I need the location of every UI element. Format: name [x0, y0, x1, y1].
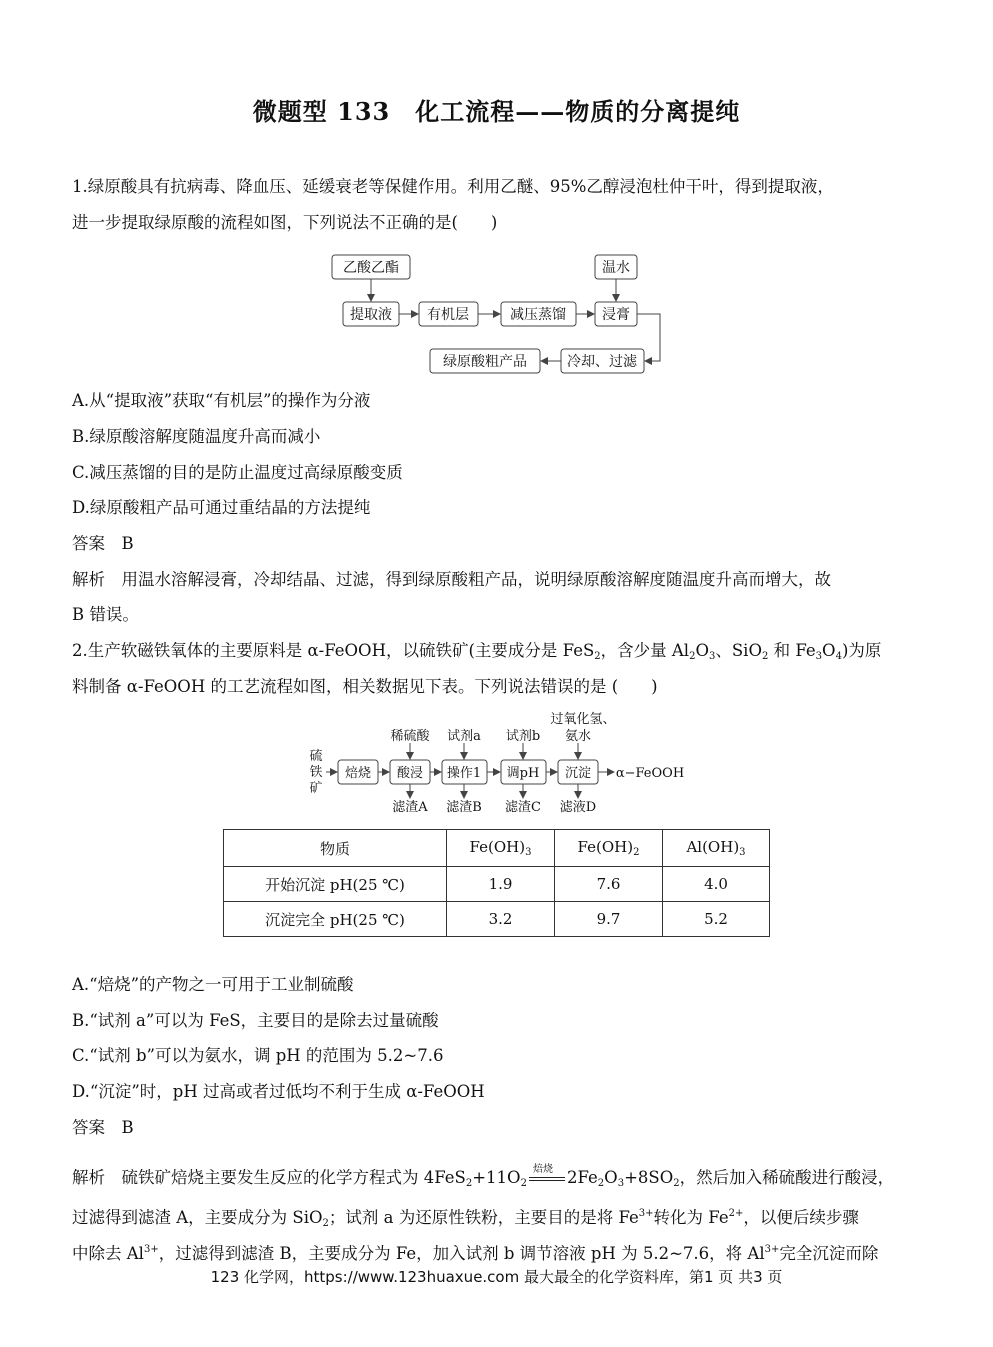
- flow-box-vacuum-distill: 减压蒸馏: [510, 307, 566, 323]
- flow-ore-char2: 铁: [309, 765, 323, 780]
- flow-step-acid-leach: 酸浸: [396, 766, 424, 781]
- table-cell: 沉淀完全 pH(25 ℃): [224, 902, 447, 937]
- flow-box-crude-product: 绿原酸粗产品: [443, 354, 527, 370]
- flow-box-warm-water: 温水: [602, 260, 630, 276]
- table-cell: 5.2: [663, 902, 770, 937]
- table-header-cell: 物质: [224, 830, 447, 867]
- q1-option-c: C.减压蒸馏的目的是防止温度过高绿原酸变质: [72, 463, 403, 482]
- flow-input-reagent-a: 试剂a: [447, 729, 481, 744]
- table-header-cell: $Fe(OH)_2$: [555, 830, 663, 867]
- ph-data-table: [223, 829, 770, 937]
- page-title: 微题型 133 化工流程——物质的分离提纯: [252, 97, 741, 126]
- q1-stem-line1: 1.绿原酸具有抗病毒、降血压、延缓衰老等保健作用。利用乙醚、95%乙醇浸泡杜仲干叶，得到提取液，: [72, 177, 834, 196]
- flow-step-precipitate: 沉淀: [564, 766, 592, 781]
- flow-input-ammonia: 氨水: [564, 729, 592, 744]
- q1-flowchart: [330, 250, 670, 375]
- q1-option-d: D.绿原酸粗产品可通过重结晶的方法提纯: [72, 498, 371, 517]
- table-cell: 7.6: [555, 867, 663, 902]
- flow-input-peroxide: 过氧化氢、: [550, 712, 616, 727]
- q2-option-a: A.“焙烧”的产物之一可用于工业制硫酸: [72, 975, 354, 994]
- q2-option-c: C.“试剂 b”可以为氨水，调 pH 的范围为 5.2~7.6: [72, 1046, 444, 1065]
- q2-analysis-line3: 中除去 $Al^{3+}$，过滤得到滤渣 B，主要成分为 Fe，加入试剂 b 调节溶液 pH 为 5.2~7.6，将 $Al^{3+}$完全沉淀而除: [72, 1244, 879, 1263]
- flow-input-reagent-b: 试剂b: [505, 729, 541, 744]
- flow-output-filtrate-d: 滤液D: [559, 800, 597, 815]
- flow-step-roast: 焙烧: [344, 766, 372, 781]
- flow-output-residue-c: 滤渣C: [505, 800, 541, 815]
- table-cell: 3.2: [447, 902, 555, 937]
- flow-box-organic-layer: 有机层: [427, 307, 469, 323]
- table-header-row: [224, 830, 770, 867]
- q2-stem-line1: 2.生产软磁铁氧体的主要原料是 α-FeOOH，以硫铁矿(主要成分是 FeS$_2$，含少量 $Al_2O_3$、SiO$_2$ 和 $Fe_3O_4$)为原: [72, 641, 882, 662]
- table-row: [224, 867, 770, 902]
- q1-option-a: A.从“提取液”获取“有机层”的操作为分液: [72, 391, 371, 410]
- flow-step-operation1: 操作1: [446, 766, 482, 781]
- q2-analysis-line2: 过滤得到滤渣 A，主要成分为 SiO$_2$；试剂 a 为还原性铁粉，主要目的是将 $Fe^{3+}$转化为 $Fe^{2+}$，以便后续步骤: [72, 1208, 859, 1229]
- flow-box-ethyl-acetate: 乙酸乙酯: [343, 260, 399, 276]
- q1-option-b: B.绿原酸溶解度随温度升高而减小: [72, 427, 321, 446]
- q2-answer: 答案 B: [72, 1118, 134, 1137]
- page-footer: 123 化学网，https://www.123huaxue.com 最大最全的化学资料库，第1 页 共3 页: [210, 1268, 783, 1286]
- q1-analysis-line1: 解析 用温水溶解浸膏，冷却结晶、过滤，得到绿原酸粗产品，说明绿原酸溶解度随温度升高而增大，故: [72, 570, 831, 589]
- reaction-condition: 焙烧: [532, 1163, 553, 1175]
- q1-stem-line2: 进一步提取绿原酸的流程如图，下列说法不正确的是( ): [72, 213, 498, 232]
- q2-option-d: D.“沉淀”时，pH 过高或者过低均不利于生成 α-FeOOH: [72, 1082, 485, 1101]
- q1-analysis-line2: B 错误。: [72, 605, 139, 624]
- q1-answer: 答案 B: [72, 534, 134, 553]
- table-cell: 开始沉淀 pH(25 ℃): [224, 867, 447, 902]
- flow-ore-char3: 矿: [309, 781, 323, 796]
- flow-box-cool-filter: 冷却、过滤: [567, 354, 637, 370]
- flow-output-residue-a: 滤渣A: [392, 800, 428, 815]
- table-cell: 1.9: [447, 867, 555, 902]
- table-header-cell: $Al(OH)_3$: [663, 830, 770, 867]
- table-cell: 4.0: [663, 867, 770, 902]
- flow-input-dilute-acid: 稀硫酸: [390, 729, 430, 744]
- flow-product: α−FeOOH: [615, 766, 685, 781]
- table-cell: 9.7: [555, 902, 663, 937]
- flow-box-paste: 浸膏: [602, 307, 630, 323]
- q2-flowchart: [300, 708, 700, 820]
- q2-option-b: B.“试剂 a”可以为 FeS，主要目的是除去过量硫酸: [72, 1011, 439, 1030]
- table-header-cell: $Fe(OH)_3$: [447, 830, 555, 867]
- flow-box-extract: 提取液: [350, 307, 392, 323]
- flow-ore-char1: 硫: [309, 749, 323, 764]
- table-row: [224, 902, 770, 937]
- flow-output-residue-b: 滤渣B: [446, 800, 482, 815]
- flow-step-adjust-ph: 调pH: [506, 766, 540, 781]
- q2-analysis-line1: 解析 硫铁矿焙烧主要发生反应的化学方程式为 $4FeS_2+11O_2$ 焙烧 $2Fe_2O_3+8SO_2$，然后加入稀硫酸进行酸浸，: [72, 1168, 894, 1194]
- q2-stem-line2: 料制备 α-FeOOH 的工艺流程如图，相关数据见下表。下列说法错误的是 ( ): [72, 677, 658, 696]
